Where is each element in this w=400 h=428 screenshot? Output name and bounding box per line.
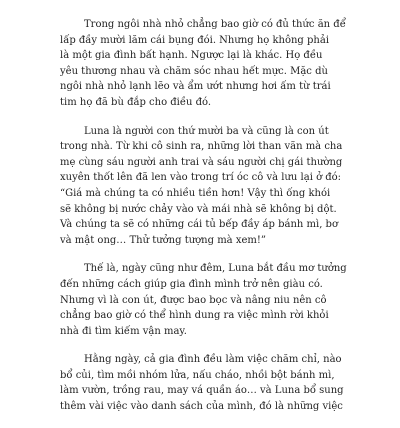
text-line: Luna là người con thứ mười ba và cũng là con út	[84, 125, 329, 137]
text-line: yêu thương nhau và chăm sóc nhau hết mực. Mặc dù	[60, 65, 328, 77]
text-line: và mật ong… Thử tưởng tượng mà xem!”	[60, 234, 266, 246]
text-line: làm vườn, trồng rau, may vá quần áo… và Luna bổ sung	[60, 385, 344, 397]
text-line: chẳng bao giờ có thể hình dung ra việc mình rời khỏi	[60, 310, 329, 322]
text-line: bổ củi, tìm mồi nhóm lửa, nấu cháo, nhồi bột bánh mì,	[60, 369, 335, 381]
text-line: tim họ đã bù đắp cho điều đó.	[60, 96, 212, 108]
text-line: Thế là, ngày cũng như đêm, Luna bắt đầu mơ tưởng	[84, 263, 347, 275]
text-line: Trong ngôi nhà nhỏ chẳng bao giờ có đủ thức ăn để	[84, 19, 346, 30]
text-line: trong nhà. Từ khi cô sinh ra, những lời than vãn mà cha	[60, 141, 343, 153]
text-line: là một gia đình bất hạnh. Ngược lại là khác. Họ đều	[60, 50, 323, 62]
story-text	[60, 17, 352, 428]
text-line: ngôi nhà nhỏ lạnh lẽo và ẩm ướt nhưng hơi ấm từ trái	[60, 81, 331, 93]
paragraph-1	[60, 17, 352, 111]
text-line: nhà đi tìm kiếm vận may.	[60, 325, 187, 337]
text-line: Hằng ngày, cả gia đình đều làm việc chăm chỉ, nào	[84, 354, 342, 366]
text-line: thêm vài việc vào danh sách của mình, đó là những việc	[60, 401, 343, 413]
text-line: lấp đầy mười lăm cái bụng đói. Nhưng họ không phải	[60, 34, 330, 46]
text-line: đến những cách giúp gia đình mình trở nên giàu có.	[60, 278, 323, 290]
text-line: Và chúng ta sẽ có những cái tủ bếp đầy áp bánh mì, bơ	[60, 219, 338, 231]
text-line: xuyên thốt lên đã len vào trong trí óc cô và lưu lại ở đó:	[60, 172, 342, 184]
text-line: sẽ không bị nước chảy vào và mái nhà sẽ không bị dột.	[60, 203, 337, 215]
paragraph-3	[60, 261, 352, 339]
text-line: mẹ cùng sáu người anh trai và sáu người chị gái thường	[60, 156, 343, 168]
text-line: Nhưng vì là con út, được bao bọc và nâng niu nên cô	[60, 294, 327, 306]
paragraph-4	[60, 352, 352, 414]
text-line: “Giá mà chúng ta có nhiều tiền hơn! Vậy thì ống khói	[60, 187, 331, 199]
paragraph-2	[60, 124, 352, 249]
